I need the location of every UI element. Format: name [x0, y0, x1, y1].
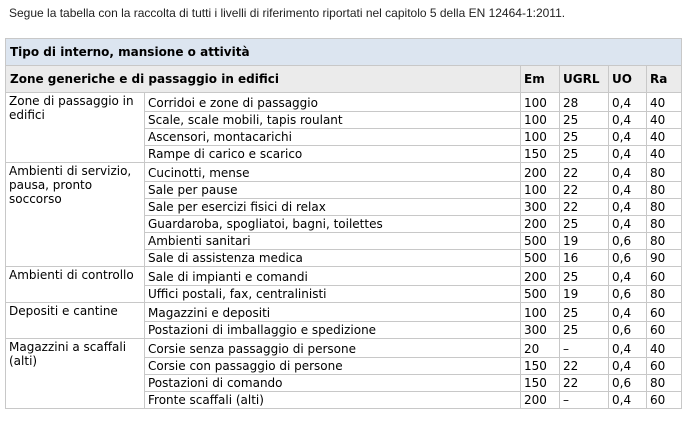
- em-cell: 300: [521, 322, 560, 339]
- ugrl-cell: –: [560, 392, 609, 409]
- ra-cell: 80: [647, 216, 682, 233]
- ra-cell: 60: [647, 358, 682, 375]
- uo-cell: 0,4: [609, 182, 647, 199]
- ra-cell: 40: [647, 339, 682, 358]
- uo-cell: 0,4: [609, 163, 647, 182]
- ugrl-cell: 25: [560, 216, 609, 233]
- em-cell: 200: [521, 163, 560, 182]
- table-row: [6, 303, 682, 322]
- task-cell: Postazioni di comando: [145, 375, 521, 392]
- ugrl-cell: 22: [560, 163, 609, 182]
- ra-cell: 60: [647, 322, 682, 339]
- group-name-cell: Zone di passaggio in edifici: [6, 93, 145, 163]
- table-row: [6, 267, 682, 286]
- ra-cell: 40: [647, 146, 682, 163]
- task-cell: Uffici postali, fax, centralinisti: [145, 286, 521, 303]
- uo-cell: 0,4: [609, 112, 647, 129]
- ugrl-cell: 22: [560, 375, 609, 392]
- ugrl-cell: 25: [560, 146, 609, 163]
- ra-cell: 80: [647, 199, 682, 216]
- intro-text: Segue la tabella con la raccolta di tutti i livelli di riferimento riportati nel capitolo 5 della EN 12464-1:2011.: [9, 6, 566, 20]
- em-cell: 100: [521, 129, 560, 146]
- ugrl-cell: 16: [560, 250, 609, 267]
- em-cell: 150: [521, 375, 560, 392]
- task-cell: Ascensori, montacarichi: [145, 129, 521, 146]
- group-name-cell: Ambienti di servizio, pausa, pronto soccorso: [6, 163, 145, 267]
- section-title: Zone generiche e di passaggio in edifici: [6, 66, 521, 93]
- ugrl-cell: 25: [560, 267, 609, 286]
- column-header-ra: Ra: [647, 66, 682, 93]
- em-cell: 500: [521, 233, 560, 250]
- uo-cell: 0,4: [609, 358, 647, 375]
- task-cell: Sale per pause: [145, 182, 521, 199]
- column-header-uo: UO: [609, 66, 647, 93]
- task-cell: Postazioni di imballaggio e spedizione: [145, 322, 521, 339]
- ra-cell: 90: [647, 250, 682, 267]
- uo-cell: 0,4: [609, 267, 647, 286]
- em-cell: 150: [521, 146, 560, 163]
- ra-cell: 40: [647, 129, 682, 146]
- ugrl-cell: 25: [560, 129, 609, 146]
- task-cell: Magazzini e depositi: [145, 303, 521, 322]
- table-row: [6, 93, 682, 112]
- task-cell: Sale per esercizi fisici di relax: [145, 199, 521, 216]
- ra-cell: 60: [647, 267, 682, 286]
- em-cell: 20: [521, 339, 560, 358]
- table-title-row: [6, 39, 682, 66]
- uo-cell: 0,4: [609, 146, 647, 163]
- ra-cell: 40: [647, 93, 682, 112]
- ra-cell: 80: [647, 163, 682, 182]
- ugrl-cell: –: [560, 339, 609, 358]
- ugrl-cell: 25: [560, 322, 609, 339]
- uo-cell: 0,6: [609, 375, 647, 392]
- em-cell: 200: [521, 392, 560, 409]
- em-cell: 150: [521, 358, 560, 375]
- column-header-em: Em: [521, 66, 560, 93]
- task-cell: Rampe di carico e scarico: [145, 146, 521, 163]
- group-name-cell: Magazzini a scaffali (alti): [6, 339, 145, 409]
- ugrl-cell: 25: [560, 303, 609, 322]
- uo-cell: 0,4: [609, 93, 647, 112]
- task-cell: Ambienti sanitari: [145, 233, 521, 250]
- uo-cell: 0,6: [609, 250, 647, 267]
- em-cell: 500: [521, 250, 560, 267]
- column-header-ugrl: UGRL: [560, 66, 609, 93]
- ra-cell: 40: [647, 112, 682, 129]
- ugrl-cell: 22: [560, 358, 609, 375]
- ra-cell: 60: [647, 392, 682, 409]
- ugrl-cell: 19: [560, 233, 609, 250]
- uo-cell: 0,4: [609, 129, 647, 146]
- task-cell: Corsie senza passaggio di persone: [145, 339, 521, 358]
- table-title: Tipo di interno, mansione o attività: [6, 39, 682, 66]
- ra-cell: 80: [647, 182, 682, 199]
- uo-cell: 0,6: [609, 286, 647, 303]
- uo-cell: 0,6: [609, 233, 647, 250]
- em-cell: 200: [521, 267, 560, 286]
- task-cell: Corsie con passaggio di persone: [145, 358, 521, 375]
- em-cell: 100: [521, 182, 560, 199]
- table-header-row: [6, 66, 682, 93]
- em-cell: 200: [521, 216, 560, 233]
- task-cell: Fronte scaffali (alti): [145, 392, 521, 409]
- uo-cell: 0,4: [609, 303, 647, 322]
- task-cell: Cucinotti, mense: [145, 163, 521, 182]
- task-cell: Sale di assistenza medica: [145, 250, 521, 267]
- em-cell: 100: [521, 112, 560, 129]
- group-name-cell: Depositi e cantine: [6, 303, 145, 339]
- em-cell: 100: [521, 303, 560, 322]
- task-cell: Guardaroba, spogliatoi, bagni, toilettes: [145, 216, 521, 233]
- ra-cell: 80: [647, 286, 682, 303]
- ra-cell: 80: [647, 375, 682, 392]
- em-cell: 500: [521, 286, 560, 303]
- ugrl-cell: 28: [560, 93, 609, 112]
- table-row: [6, 163, 682, 182]
- em-cell: 100: [521, 93, 560, 112]
- uo-cell: 0,4: [609, 392, 647, 409]
- uo-cell: 0,6: [609, 322, 647, 339]
- em-cell: 300: [521, 199, 560, 216]
- uo-cell: 0,4: [609, 199, 647, 216]
- ugrl-cell: 22: [560, 182, 609, 199]
- group-name-cell: Ambienti di controllo: [6, 267, 145, 303]
- task-cell: Corridoi e zone di passaggio: [145, 93, 521, 112]
- uo-cell: 0,4: [609, 339, 647, 358]
- task-cell: Scale, scale mobili, tapis roulant: [145, 112, 521, 129]
- table-row: [6, 339, 682, 358]
- ugrl-cell: 22: [560, 199, 609, 216]
- ra-cell: 60: [647, 303, 682, 322]
- uo-cell: 0,4: [609, 216, 647, 233]
- ugrl-cell: 25: [560, 112, 609, 129]
- reference-table: [5, 38, 682, 409]
- task-cell: Sale di impianti e comandi: [145, 267, 521, 286]
- ra-cell: 80: [647, 233, 682, 250]
- ugrl-cell: 19: [560, 286, 609, 303]
